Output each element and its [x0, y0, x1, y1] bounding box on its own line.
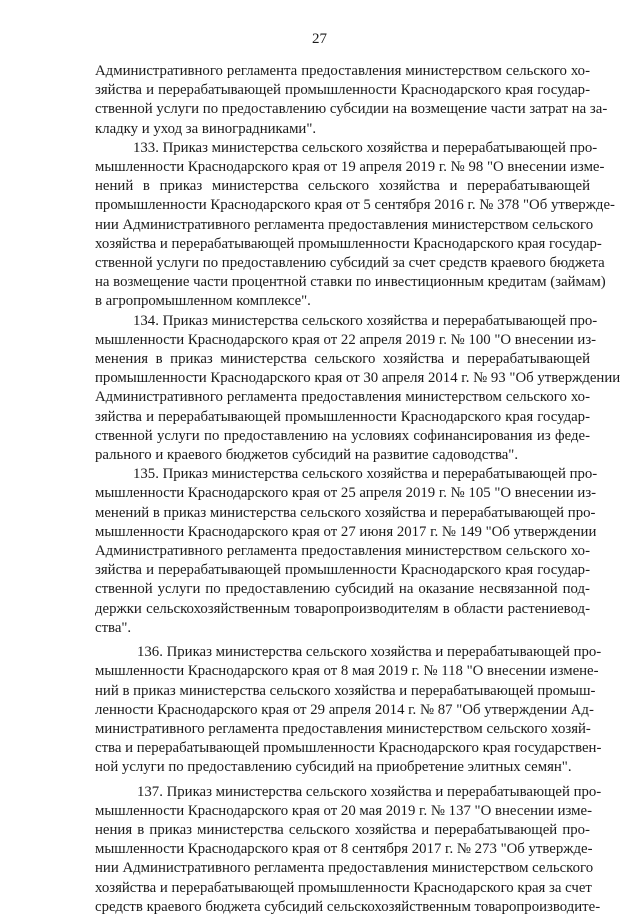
text-line: ственной услуги по предоставлению субсидий на оказание несвязанной под-	[95, 581, 590, 598]
text-line: в агропромышленном комплексе".	[95, 293, 311, 310]
text-line: средств краевого бюджета субсидий сельскохозяйственным товаропроизводите-	[95, 898, 601, 915]
text-line: промышленности Краснодарского края от 5 сентября 2016 г. № 378 "Об утвержде-	[95, 197, 615, 214]
text-line: нения в приказ министерства сельского хозяйства и перерабатывающей про-	[95, 821, 590, 838]
text-line: ственной услуги по предоставлению субсидии на возмещение части затрат на за-	[95, 101, 608, 118]
text-line: зяйства и перерабатывающей промышленности Краснодарского края государ-	[95, 562, 590, 579]
paragraph-137	[95, 783, 602, 917]
page-number: 27	[312, 31, 327, 47]
text-line: ства".	[95, 619, 132, 636]
text-line: мышленности Краснодарского края от 27 июня 2017 г. № 149 "Об утверждении	[95, 523, 597, 540]
text-line: ства и перерабатывающей промышленности Краснодарского края государствен-	[95, 740, 602, 757]
text-line: 135. Приказ министерства сельского хозяйства и перерабатывающей про-	[133, 466, 598, 483]
text-line: рального и краевого бюджетов субсидий на развитие садоводства".	[95, 447, 519, 464]
text-line: 136. Приказ министерства сельского хозяйства и перерабатывающей про-	[137, 644, 602, 661]
paragraph-134	[95, 312, 621, 466]
text-line: менений в приказ министерства сельского хозяйства и перерабатывающей про-	[95, 504, 596, 521]
text-line: нений в приказ министерства сельского хозяйства и перерабатывающей	[95, 178, 590, 195]
paragraph-136	[95, 643, 602, 777]
text-line: мышленности Краснодарского края от 19 апреля 2019 г. № 98 "О внесении изме-	[95, 159, 605, 176]
text-line: мышленности Краснодарского края от 22 апреля 2019 г. № 100 "О внесении из-	[95, 331, 597, 348]
text-line: ленности Краснодарского края от 29 апреля 2014 г. № 87 "Об утверждении Ад-	[95, 701, 594, 718]
text-line: Административного регламента предоставления министерством сельского хо-	[95, 543, 590, 560]
text-line: мышленности Краснодарского края от 25 апреля 2019 г. № 105 "О внесении из-	[95, 485, 597, 502]
text-line: менения в приказ министерства сельского хозяйства и перерабатывающей	[95, 351, 590, 368]
text-line: хозяйства и перерабатывающей промышленности Краснодарского края за счет	[95, 879, 592, 896]
text-line: кладку и уход за виноградниками".	[95, 120, 317, 137]
text-line: 137. Приказ министерства сельского хозяйства и перерабатывающей про-	[137, 783, 602, 800]
text-line: мышленности Краснодарского края от 8 сентября 2017 г. № 273 "Об утвержде-	[95, 841, 593, 858]
text-line: Административного регламента предоставления министерством сельского хо-	[95, 389, 590, 406]
text-line: Административного регламента предоставления министерством сельского хо-	[95, 63, 590, 79]
text-line: нии Административного регламента предоставления министерством сельского	[95, 216, 594, 233]
text-line: ственной услуги по предоставлению на условиях софинансирования из феде-	[95, 427, 590, 444]
paragraph-continued	[95, 62, 608, 139]
text-line: мышленности Краснодарского края от 20 мая 2019 г. № 137 "О внесении изме-	[95, 802, 593, 819]
text-line: держки сельскохозяйственным товаропроизводителям в области растениевод-	[95, 600, 590, 617]
text-line: 133. Приказ министерства сельского хозяйства и перерабатывающей про-	[133, 139, 598, 156]
text-line: зяйства и перерабатывающей промышленности Краснодарского края государ-	[95, 408, 590, 425]
document-body	[95, 62, 621, 917]
text-line: ственной услуги по предоставлению субсидий за счет средств краевого бюджета	[95, 255, 605, 272]
paragraph-133	[95, 139, 615, 312]
text-line: 134. Приказ министерства сельского хозяйства и перерабатывающей про-	[133, 312, 598, 329]
text-line: министративного регламента предоставления министерством сельского хозяй-	[95, 720, 591, 737]
text-line: зяйства и перерабатывающей промышленности Краснодарского края государ-	[95, 82, 590, 99]
paragraph-135	[95, 465, 598, 638]
text-line: хозяйства и перерабатывающей промышленности Краснодарского края государ-	[95, 235, 602, 252]
text-line: мышленности Краснодарского края от 8 мая 2019 г. № 118 "О внесении измене-	[95, 663, 599, 680]
text-line: на возмещение части процентной ставки по инвестиционным кредитам (займам)	[95, 274, 606, 291]
text-line: ной услуги по предоставлению субсидий на приобретение элитных семян".	[95, 759, 572, 776]
text-line: ний в приказ министерства сельского хозяйства и перерабатывающей промыш-	[95, 682, 596, 699]
text-line: промышленности Краснодарского края от 30 апреля 2014 г. № 93 "Об утверждении	[95, 370, 621, 387]
text-line: нии Административного регламента предоставления министерством сельского	[95, 860, 594, 877]
